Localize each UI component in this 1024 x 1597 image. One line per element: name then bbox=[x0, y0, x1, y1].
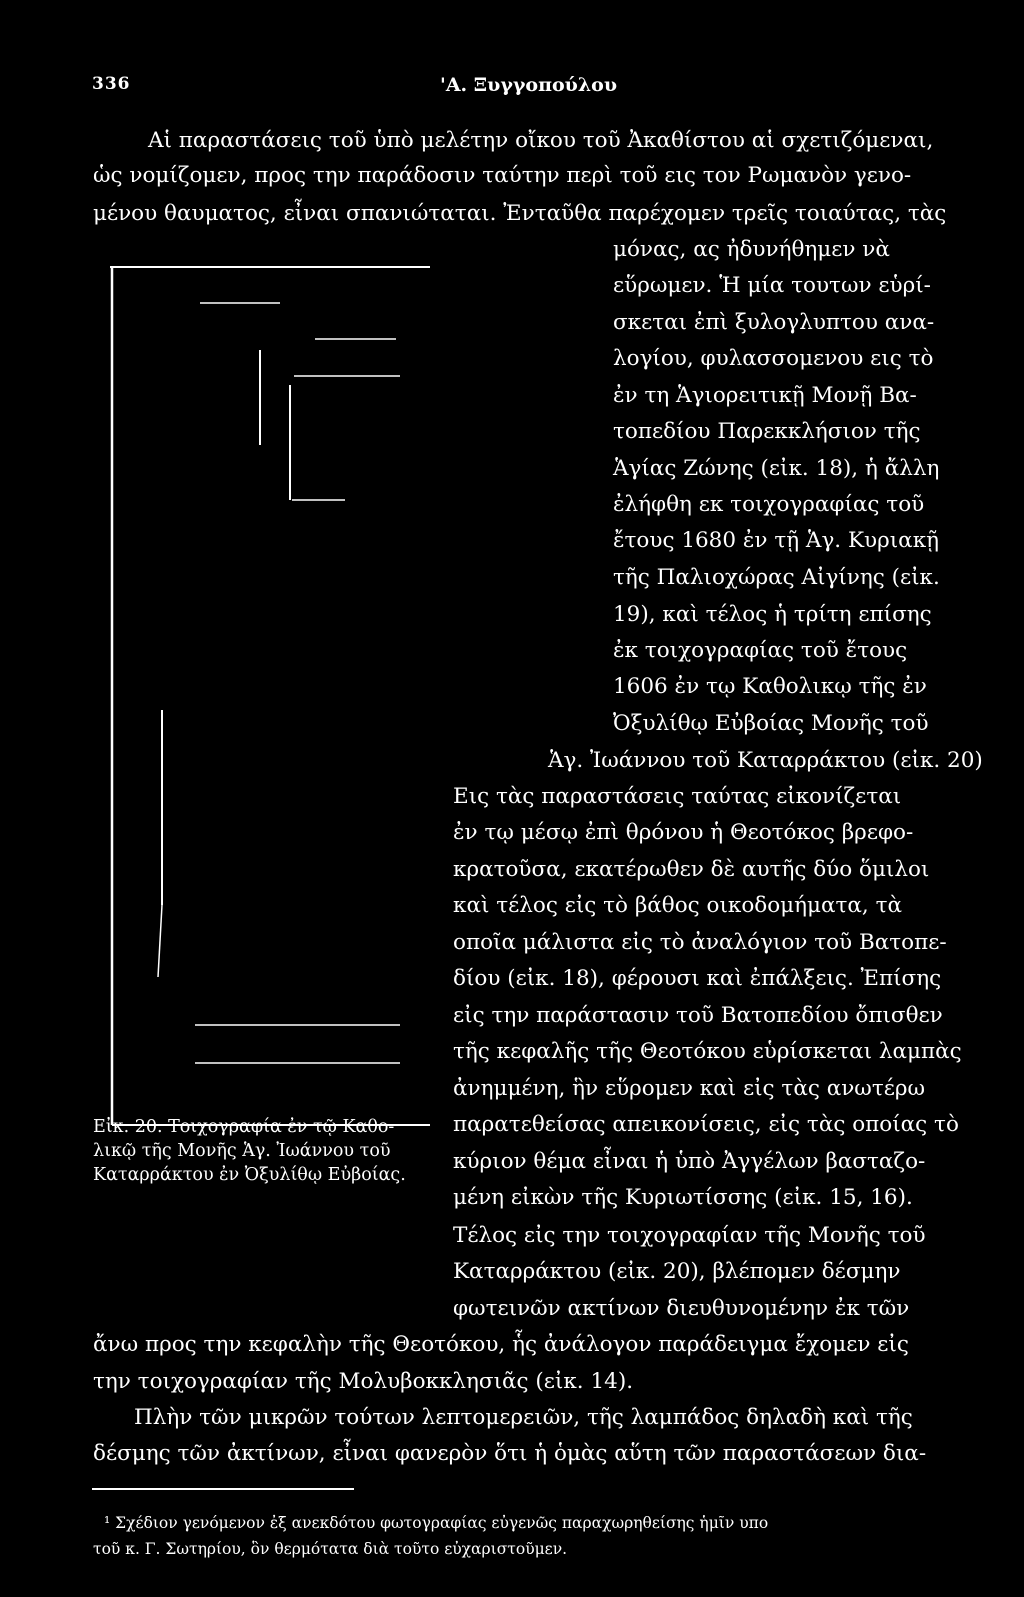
body-line: εὕρωμεν. Ἡ μία τουτων εὑρί- bbox=[613, 273, 931, 298]
body-line: Εις τὰς παραστάσεις ταύτας εἰκονίζεται bbox=[453, 784, 902, 809]
body-line: τῆς κεφαλῆς τῆς Θεοτόκου εὑρίσκεται λαμπὰς bbox=[453, 1039, 962, 1064]
body-line: Ὀξυλίθῳ Εὐβοίας Μονῆς τοῦ bbox=[613, 711, 929, 736]
body-line: Καταρράκτου (εἰκ. 20), βλέπομεν δέσμην bbox=[453, 1259, 901, 1284]
body-line: ὡς νομίζομεν, προς την παράδοσιν ταύτην περὶ τοῦ εις τον Ρωμανὸν γενο- bbox=[93, 163, 912, 188]
body-line: την τοιχογραφίαν τῆς Μολυβοκκλησιᾶς (εἰκ. 14). bbox=[93, 1369, 634, 1394]
body-line: μένου θαυματος, εἶναι σπανιώταται. Ἐνταῦθα παρέχομεν τρεῖς τοιαύτας, τὰς bbox=[93, 201, 947, 226]
body-line: Ἁγίας Ζώνης (εἰκ. 18), ἡ ἄλλη bbox=[613, 456, 940, 481]
body-line: Ἁγ. Ἰωάννου τοῦ Καταρράκτου (εἰκ. 20) bbox=[548, 748, 983, 773]
body-line: λογίου, φυλασσομενου εις τὸ bbox=[613, 346, 934, 371]
body-line: ἄνω προς την κεφαλὴν τῆς Θεοτόκου, ἧς ἀνάλογον παράδειγμα ἔχομεν εἰς bbox=[93, 1332, 909, 1357]
body-line: δέσμης τῶν ἀκτίνων, εἶναι φανερὸν ὅτι ἡ ὁμὰς αὕτη τῶν παραστάσεων δια- bbox=[93, 1441, 927, 1466]
body-line: οποῖα μάλιστα εἰς τὸ ἀναλόγιον τοῦ Βατοπε- bbox=[453, 930, 947, 955]
body-line: δίου (εἰκ. 18), φέρουσι καὶ ἐπάλξεις. Ἐπίσης bbox=[453, 966, 942, 991]
body-line: κρατοῦσα, εκατέρωθεν δὲ αυτῆς δύο ὅμιλοι bbox=[453, 857, 930, 882]
body-line: καὶ τέλος εἰς τὸ βάθος οικοδομήματα, τὰ bbox=[453, 893, 903, 918]
body-line: τοπεδίου Παρεκκλήσιον τῆς bbox=[613, 419, 921, 444]
figure-caption-line: λικῷ τῆς Μονῆς Ἁγ. Ἰωάννου τοῦ bbox=[93, 1141, 391, 1161]
body-line: ἀνημμένη, ἣν εὕρομεν καὶ εἰς τὰς ανωτέρω bbox=[453, 1076, 926, 1101]
footnote-line: τοῦ κ. Γ. Σωτηρίου, ὃν θερμότατα διὰ τοῦτο εὐχαριστοῦμεν. bbox=[93, 1540, 568, 1558]
page-number: 336 bbox=[92, 74, 131, 94]
body-line: μένη εἰκὼν τῆς Κυριωτίσσης (εἰκ. 15, 16). bbox=[453, 1185, 913, 1210]
body-line: σκεται ἐπὶ ξυλογλυπτου ανα- bbox=[613, 310, 935, 335]
body-line: τῆς Παλιοχώρας Αἰγίνης (εἰκ. bbox=[613, 565, 940, 590]
body-line: κύριον θέμα εἶναι ἡ ὑπὸ Ἀγγέλων βασταζο- bbox=[453, 1149, 926, 1174]
body-line: 1606 ἐν τῳ Καθολικῳ τῆς ἐν bbox=[613, 674, 927, 699]
body-line: παρατεθείσας απεικονίσεις, εἰς τὰς οποίας τὸ bbox=[453, 1112, 959, 1137]
figure-caption-line: Εἰκ. 20. Τοιχογραφία ἐν τῷ Καθο- bbox=[93, 1117, 395, 1137]
figure-20-drawing bbox=[100, 255, 430, 1135]
body-line: φωτεινῶν ακτίνων διευθυνομένην ἐκ τῶν bbox=[453, 1296, 910, 1321]
body-line: Πλὴν τῶν μικρῶν τούτων λεπτομερειῶν, τῆς λαμπάδος δηλαδὴ καὶ τῆς bbox=[134, 1405, 913, 1430]
body-line: μόνας, ας ἠδυνήθημεν νὰ bbox=[613, 237, 890, 262]
body-line: ἐκ τοιχογραφίας τοῦ ἔτους bbox=[613, 638, 908, 663]
body-line: ἐλήφθη εκ τοιχογραφίας τοῦ bbox=[613, 492, 925, 517]
body-line: 19), καὶ τέλος ἡ τρίτη επίσης bbox=[613, 602, 932, 627]
footnote-rule bbox=[92, 1488, 354, 1490]
figure-caption-line: Καταρράκτου ἐν Ὀξυλίθῳ Εὐβοίας. bbox=[93, 1165, 406, 1185]
body-line: ἔτους 1680 ἐν τῇ Ἁγ. Κυριακῇ bbox=[613, 528, 940, 553]
body-line: Αἱ παραστάσεις τοῦ ὑπὸ μελέτην οἴκου τοῦ Ἀκαθίστου αἱ σχετιζόμεναι, bbox=[148, 128, 934, 153]
footnote-line: ¹ Σχέδιον γενόμενον ἐξ ανεκδότου φωτογραφίας εὐγενῶς παραχωρηθείσης ἡμῖν υπο bbox=[104, 1514, 769, 1532]
body-line: ἐν τῳ μέσῳ ἐπὶ θρόνου ἡ Θεοτόκος βρεφο- bbox=[453, 820, 914, 845]
body-line: εἰς την παράστασιν τοῦ Βατοπεδίου ὄπισθεν bbox=[453, 1003, 943, 1028]
body-line: ἐν τη Ἁγιορειτικῇ Μονῇ Βα- bbox=[613, 383, 917, 408]
body-line: Τέλος εἰς την τοιχογραφίαν τῆς Μονῆς τοῦ bbox=[453, 1223, 926, 1248]
running-head: 'Α. Ξυγγοπούλου bbox=[440, 74, 618, 96]
